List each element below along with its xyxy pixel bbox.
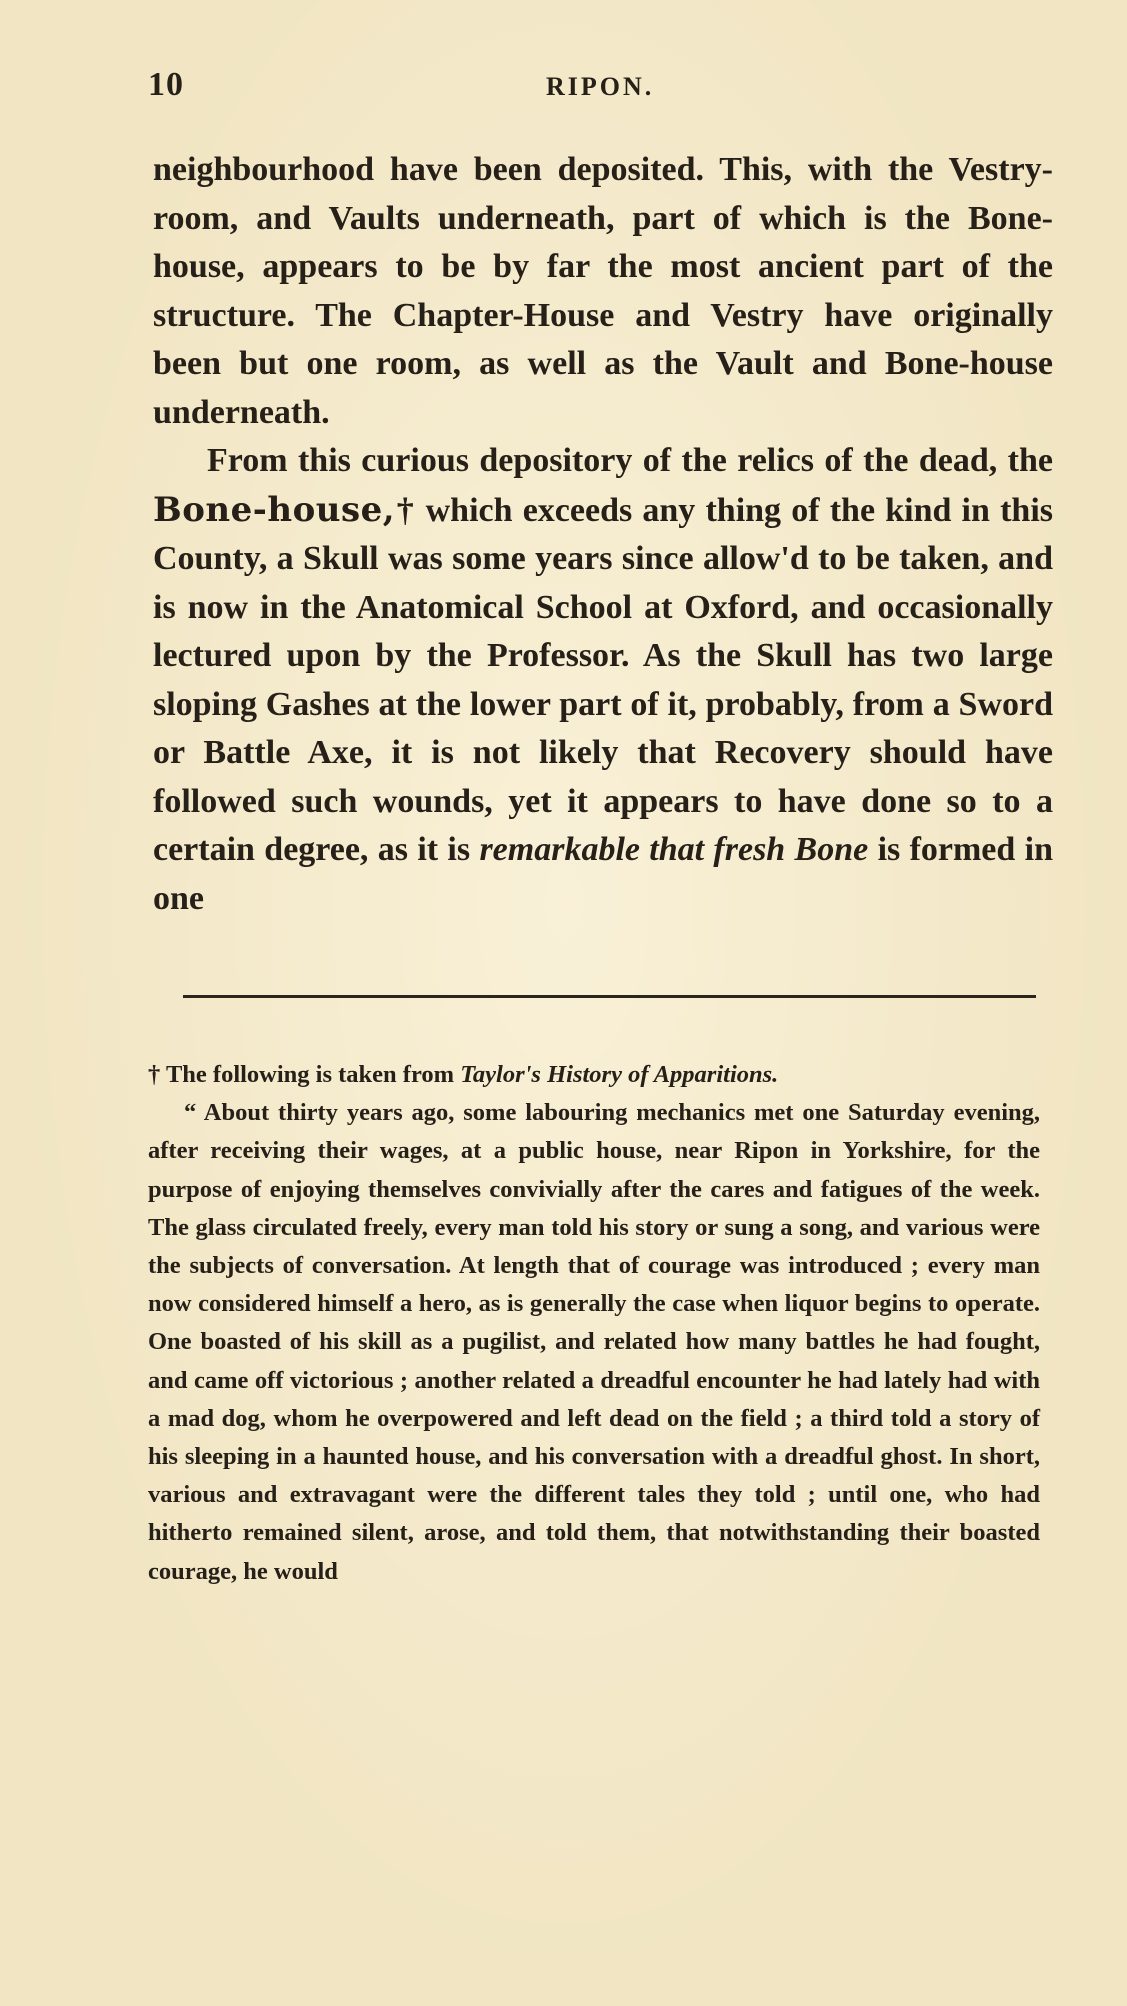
running-head <box>148 66 1048 106</box>
footnote-source-title: Taylor's History of Apparitions. <box>460 1061 779 1088</box>
paragraph-text-end: is formed in one <box>153 831 1053 917</box>
page-number: 10 <box>148 66 184 103</box>
paragraph-text-start: From this curious depository of the relics of the dead, the <box>207 442 1053 479</box>
running-title: RIPON. <box>546 72 655 101</box>
main-text <box>153 146 1053 923</box>
footnote <box>148 1056 1040 1591</box>
footnote-quotation: “ About thirty years ago, some labouring mechanics met one Saturday evening, after receiving their wages, at a public house, near Ripon in Yorkshire, for the purpose of enjoying themselves convivially after the cares and fatigues of the week. The glass circulated freely, every man told his story or sung a song, and various were the subjects of conversation. At length that of courage was introduced ; every man now considered himself a hero, as is generally the case when liquor begins to operate. One boasted of his skill as a pugilist, and related how many battles he had fought, and came off victorious ; another related a dreadful encounter he had lately had with a mad dog, whom he overpowered and left dead on the field ; a third told a story of his sleeping in a haunted house, and his conversation with a dreadful ghost. In short, various and extravagant were the different tales they told ; until one, who had hitherto remained silent, arose, and told them, that notwithstanding their boasted courage, he would <box>148 1099 1040 1585</box>
paragraph-continued: neighbourhood have been deposited. This, with the Vestry-room, and Vaults underneath, part of which is the Bone-house, appears to be by far the most ancient part of the structure. The Chapter-House and Vestry have originally been but one room, as well as the Vault and Bone-house underneath. <box>153 151 1053 431</box>
footnote-mark: † <box>148 1061 161 1088</box>
footnote-intro-line <box>148 1056 1040 1094</box>
footnote-divider <box>183 995 1036 998</box>
bone-house-blackletter: Bone-house, <box>153 489 396 530</box>
italic-phrase: remarkable that fresh Bone <box>479 831 869 868</box>
footnote-reference-mark: † <box>395 491 416 529</box>
paragraph-text-middle: which exceeds any thing of the kind in this County, a Skull was some years since allow'd to be taken, and is now in the Anatomical School at Oxford, and occasionally lectured upon by the Professor. As the Skull has two large sloping Gashes at the lower part of it, probably, from a Sword or Battle Axe, it is not likely that Recovery should have followed such wounds, yet it appears to have done so to a certain degree, as it is <box>153 491 1053 868</box>
paragraph-bone-house <box>153 437 1053 923</box>
footnote-intro: The following is taken from <box>165 1061 455 1088</box>
